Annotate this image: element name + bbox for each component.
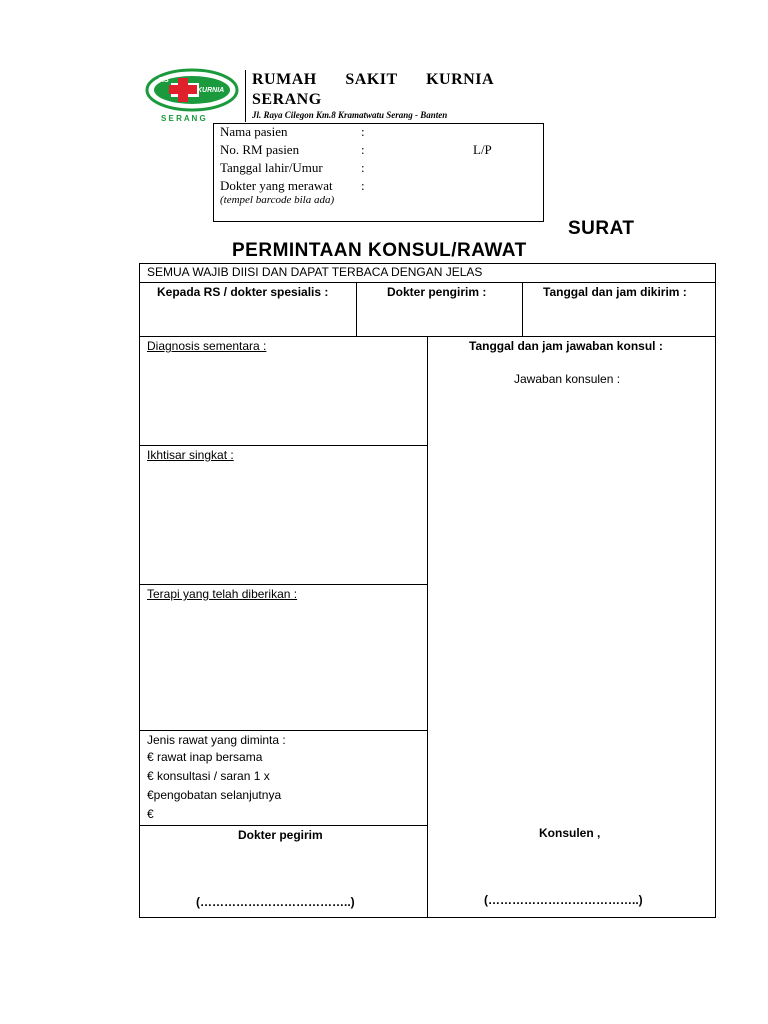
patient-info-box xyxy=(213,123,544,222)
barcode-note: (tempel barcode bila ada) xyxy=(220,194,335,206)
patient-dob-label: Tanggal lahir/Umur xyxy=(220,160,323,175)
sender-signature-title: Dokter pegirim xyxy=(238,828,323,842)
patient-name-label: Nama pasien xyxy=(220,124,288,139)
patient-rm-label: No. RM pasien xyxy=(220,142,300,157)
sender-signature-line: (………………………………..) xyxy=(196,895,355,909)
care-type-label: Jenis rawat yang diminta : xyxy=(147,733,286,747)
recipient-label: Kepada RS / dokter spesialis : xyxy=(157,285,329,299)
table-border xyxy=(139,584,427,585)
table-border xyxy=(427,336,428,918)
therapy-label: Terapi yang telah diberikan : xyxy=(147,587,298,601)
sender-doctor-label: Dokter pengirim : xyxy=(387,285,487,299)
table-border xyxy=(139,445,427,446)
hospital-name: RUMAH SAKIT KURNIA SERANG xyxy=(252,71,494,108)
form-instruction: SEMUA WAJIB DIISI DAN DAPAT TERBACA DENGAN JELAS xyxy=(147,265,483,279)
consultant-signature-line: (………………………………..) xyxy=(484,893,643,907)
care-option-joint-inpatient: € rawat inap bersama xyxy=(147,750,263,764)
table-border xyxy=(139,730,427,731)
table-border xyxy=(139,263,140,918)
sent-time-label: Tanggal dan jam dikirim : xyxy=(543,285,687,299)
care-option-further-treatment: €pengobatan selanjutnya xyxy=(147,788,282,802)
patient-dob-colon: : xyxy=(361,160,365,175)
patient-doctor-label: Dokter yang merawat xyxy=(220,178,333,193)
diagnosis-label: Diagnosis sementara : xyxy=(147,339,267,353)
table-border xyxy=(139,825,427,826)
patient-gender-label: L/P xyxy=(473,142,492,157)
patient-rm-colon: : xyxy=(361,142,365,157)
logo-brand-text: KURNIA xyxy=(197,87,225,94)
document-title-line2: PERMINTAAN KONSUL/RAWAT xyxy=(232,240,527,261)
hospital-address: Jl. Raya Cilegon Km.8 Kramatwatu Serang - Banten xyxy=(252,110,448,120)
hospital-logo xyxy=(145,68,240,124)
patient-name-colon: : xyxy=(361,124,365,139)
patient-doctor-colon: : xyxy=(361,178,365,193)
table-border xyxy=(139,282,716,283)
table-border xyxy=(522,282,523,336)
table-border xyxy=(715,263,716,918)
table-border xyxy=(356,282,357,336)
document-title-line1: SURAT xyxy=(568,218,635,239)
reply-time-label: Tanggal dan jam jawaban konsul : xyxy=(469,339,663,353)
logo-rs-text: RS xyxy=(159,77,169,84)
logo-city-text: S E R A N G xyxy=(161,114,206,123)
care-option-consultation: € konsultasi / saran 1 x xyxy=(147,769,270,783)
table-border xyxy=(139,263,716,264)
summary-label: Ikhtisar singkat : xyxy=(147,448,234,462)
care-option-blank: € xyxy=(147,807,154,821)
consultant-reply-label: Jawaban konsulen : xyxy=(514,372,621,386)
consultant-signature-title: Konsulen , xyxy=(539,826,601,840)
header-divider xyxy=(245,70,246,122)
